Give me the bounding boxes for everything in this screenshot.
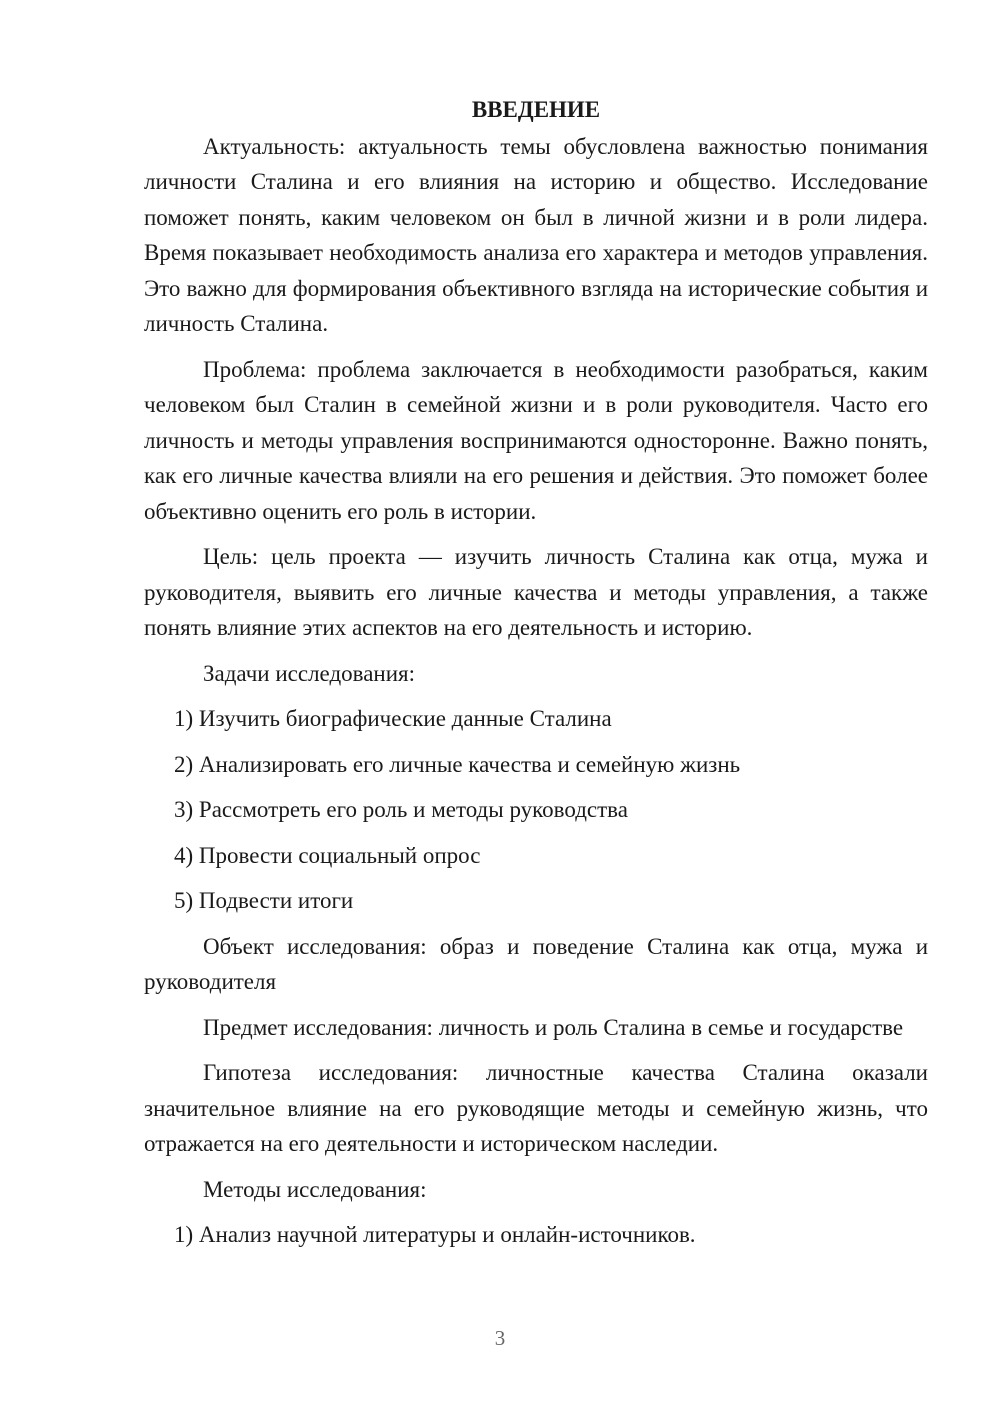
methods-list — [144, 1217, 928, 1253]
list-item: 5) Подвести итоги — [174, 888, 354, 913]
problem-paragraph: Проблема: проблема заключается в необходимости разобраться, каким человеком был Сталин в семейной жизни и в роли руководителя. Часто его личность и методы управления воспринимаются односторонне. Важно понять, как его личные качества влияли на его решения и действия. Это поможет более объективно оценить его роль в истории. — [144, 356, 928, 524]
page-content — [144, 92, 928, 1263]
list-item: 4) Провести социальный опрос — [174, 842, 481, 868]
goal-paragraph: Цель: цель проекта — изучить личность Сталина как отца, мужа и руководителя, выявить его личные качества и методы управления, а также понять влияние этих аспектов на его деятельность и историю. — [144, 544, 928, 640]
hypothesis-paragraph: Гипотеза исследования: личностные качества Сталина оказали значительное влияние на его руководящие методы и семейную жизнь, что отражается на его деятельности и историческом наследии. — [144, 1060, 928, 1156]
list-item: 2) Анализировать его личные качества и семейную жизнь — [174, 751, 741, 777]
page-title: ВВЕДЕНИЕ — [471, 97, 601, 122]
tasks-heading: Задачи исследования: — [203, 660, 416, 686]
list-item: 1) Изучить биографические данные Сталина — [174, 706, 612, 731]
list-item: 3) Рассмотреть его роль и методы руководства — [174, 797, 628, 822]
methods-heading: Методы исследования: — [203, 1176, 427, 1202]
subject-paragraph: Предмет исследования: личность и роль Сталина в семье и государстве — [203, 1014, 904, 1040]
tasks-list — [144, 701, 928, 919]
page-number: 3 — [494, 1326, 506, 1350]
object-paragraph: Объект исследования: образ и поведение Сталина как отца, мужа и руководителя — [144, 933, 928, 994]
list-item: 1) Анализ научной литературы и онлайн-источников. — [174, 1222, 696, 1247]
relevance-paragraph: Актуальность: актуальность темы обусловлена важностью понимания личности Сталина и его влияния на историю и общество. Исследование поможет понять, каким человеком он был в личной жизни и в роли лидера. Время показывает необходимость анализа его характера и методов управления. Это важно для формирования объективного взгляда на исторические события и личность Сталина. — [144, 133, 928, 336]
